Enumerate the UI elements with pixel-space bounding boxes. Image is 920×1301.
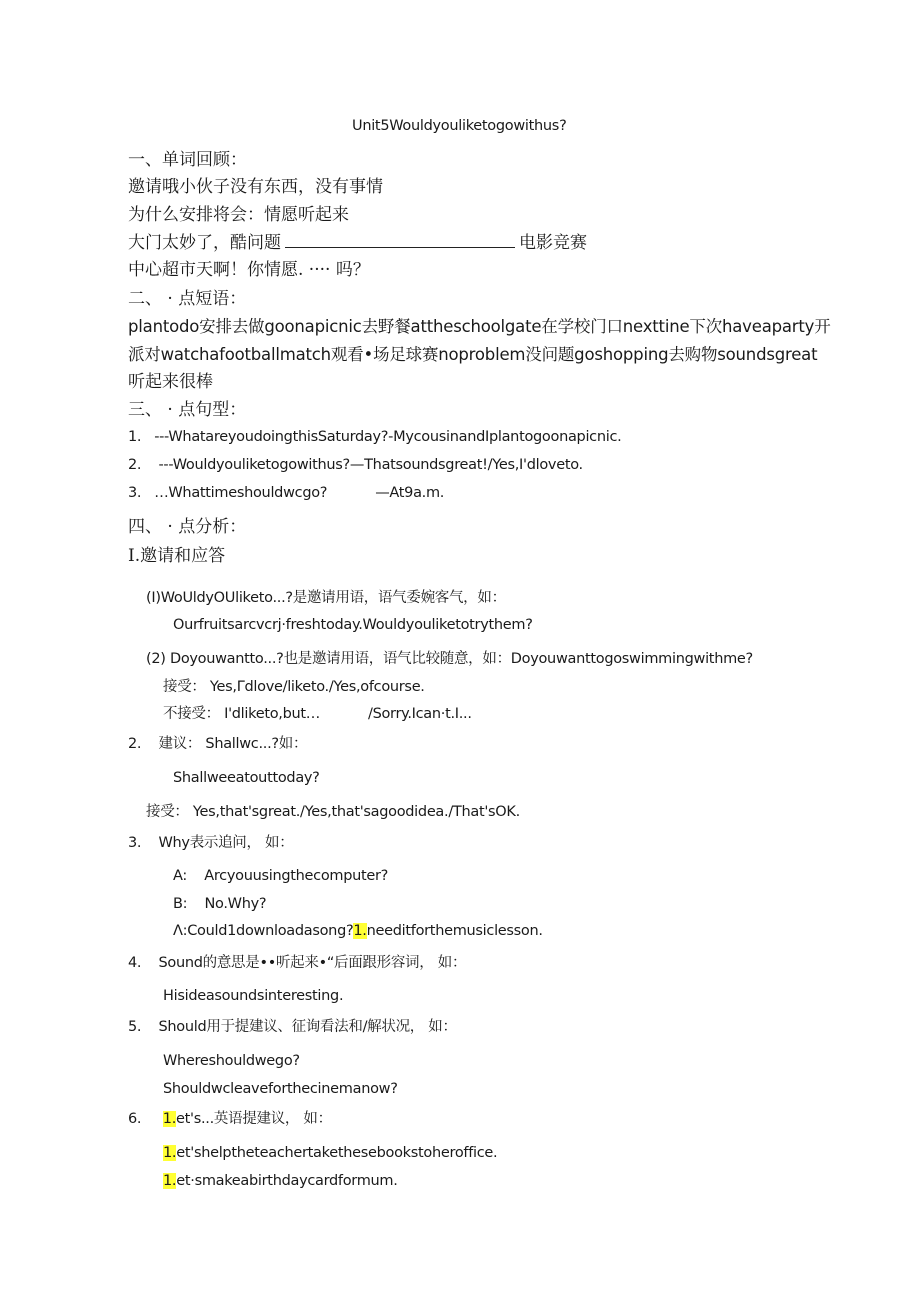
decline-response: [163, 707, 472, 722]
vocab-line-3: [128, 235, 587, 252]
example-sentence: Whereshouldwego?: [163, 1053, 300, 1069]
accept-response: 接受： Yes,Γdlove/liketo./Yes,ofcourse.: [163, 679, 425, 695]
decline-response-b: /Sorry.Ican·t.I...: [367, 706, 472, 722]
dialogue-text: needitforthemusiclesson.: [366, 923, 543, 939]
page-title: Unit5Wouldyouliketogowithus?: [352, 118, 567, 134]
item-text: Why表示追问， 如：: [158, 835, 294, 851]
section-heading-phrases: 二、 · 点短语：: [128, 289, 247, 309]
dialogue-text: No.Why?: [204, 896, 267, 912]
highlighted-text: 1.: [163, 1173, 177, 1189]
example-sentence: [163, 1174, 398, 1189]
speaker-label: B:: [173, 896, 188, 912]
decline-response-a: 不接受： I'dliketo,but…: [163, 706, 320, 722]
vocab-line-4: 中心超市天啊！你情愿. ···· 吗？: [128, 260, 370, 280]
vocab-line-1: 邀请哦小伙子没有东西，没有事情: [128, 177, 383, 197]
example-text: et·smakeabirthdaycardformum.: [176, 1173, 398, 1189]
analysis-item: [128, 737, 307, 752]
item-number: 5.: [128, 1019, 142, 1035]
item-text: Sound的意思是••听起来•“后面跟形容词， 如：: [158, 955, 467, 971]
accept-response: 接受： Yes,that'sgreat./Yes,that'sagoodidea./That'sOK.: [146, 804, 520, 820]
example-sentence: [163, 1146, 497, 1161]
item-text: Should用于提建议、征询看法和/解状况， 如：: [158, 1019, 457, 1035]
highlighted-text: 1.: [163, 1145, 177, 1161]
analysis-point: (I)WoUldyOUliketo...?是邀请用语，语气委婉客气，如：: [146, 590, 506, 606]
analysis-point: (2) Doyouwantto...?也是邀请用语，语气比较随意，如：Doyouwanttogoswimmingwithme?: [146, 651, 753, 667]
sentence-number: 1.: [128, 429, 142, 445]
sentence-item: [128, 458, 583, 473]
example-sentence: Shallweeatouttoday?: [173, 770, 320, 786]
sentence-item: [128, 486, 444, 501]
dialogue-line: [173, 869, 388, 884]
dialogue-line: [173, 924, 543, 939]
example-sentence: Hisideasoundsinteresting.: [163, 988, 344, 1004]
section-heading-sentences: 三、 · 点句型：: [128, 400, 247, 420]
dialogue-text: Λ:Could1downloadasong?: [173, 923, 354, 939]
phrases-line-3: 听起来很棒: [128, 372, 213, 392]
analysis-subheading: I.邀请和应答: [128, 546, 226, 566]
phrases-line-2: 派对watchafootballmatch观看•场足球赛noproblem没问题goshopping去购物soundsgreat: [128, 345, 818, 364]
vocab-line-2: 为什么安排将会：情愿听起来: [128, 205, 349, 225]
item-text: 建议： Shallwc...?如：: [158, 736, 308, 752]
analysis-item: [128, 836, 293, 851]
dialogue-text: Arcyouusingthecomputer?: [204, 868, 389, 884]
example-text: et'shelptheteachertakethesebookstoheroffice.: [176, 1145, 498, 1161]
analysis-item: [128, 1020, 457, 1035]
example-sentence: Shouldwcleaveforthecinemanow?: [163, 1081, 398, 1097]
item-text: et's...英语提建议， 如：: [176, 1111, 332, 1127]
sentence-text: ---Wouldyouliketogowithus?—Thatsoundsgreat!/Yes,I'dloveto.: [158, 457, 583, 473]
vocab-line-3-start: 大门太妙了，酷问题: [128, 233, 281, 253]
example-sentence: Ourfruitsarcvcrj·freshtoday.Wouldyouliketotrythem?: [173, 617, 533, 633]
sentence-item: [128, 430, 621, 445]
sentence-number: 2.: [128, 457, 142, 473]
sentence-answer: —At9a.m.: [375, 485, 445, 501]
sentence-text: ---WhatareyoudoingthisSaturday?-MycousinandIplantogoonapicnic.: [154, 429, 622, 445]
speaker-label: A:: [173, 868, 187, 884]
vocab-line-3-end: 电影竞赛: [519, 233, 587, 253]
highlighted-text: 1.: [353, 923, 367, 939]
analysis-item: [128, 1112, 332, 1127]
section-heading-vocab: 一、单词回顾：: [128, 150, 247, 170]
dialogue-line: [173, 897, 266, 912]
item-number: 6.: [128, 1111, 142, 1127]
sentence-number: 3.: [128, 485, 142, 501]
highlighted-text: 1.: [162, 1111, 177, 1127]
item-number: 4.: [128, 955, 142, 971]
item-number: 3.: [128, 835, 142, 851]
sentence-text: …Whattimeshouldwcgo?: [154, 485, 328, 501]
item-number: 2.: [128, 736, 142, 752]
section-heading-analysis: 四、 · 点分析：: [128, 517, 247, 537]
fill-in-blank: [285, 235, 515, 248]
phrases-line-1: plantodo安排去做goonapicnic去野餐attheschoolgate在学校门口nexttine下次haveaparty开: [128, 317, 831, 336]
analysis-item: [128, 956, 466, 971]
